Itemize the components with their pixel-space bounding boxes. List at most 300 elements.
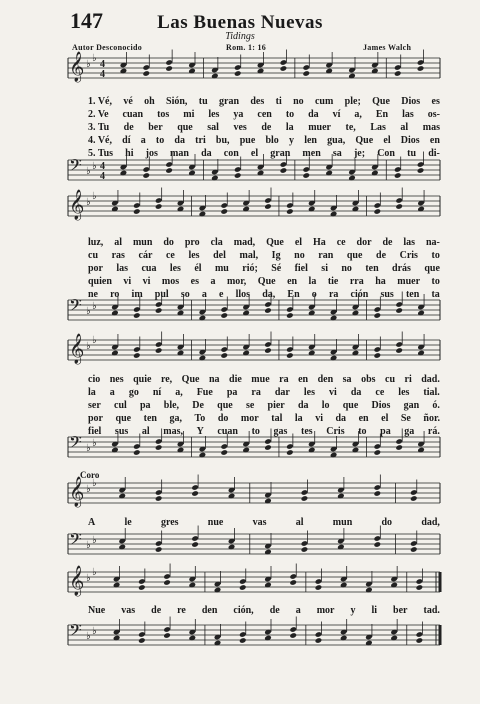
notehead — [352, 310, 360, 317]
lyric-syllable: y — [350, 605, 356, 616]
notehead — [302, 64, 310, 71]
lyric-line — [88, 412, 440, 425]
notehead — [395, 301, 403, 308]
notehead — [239, 584, 247, 591]
notehead — [242, 447, 250, 454]
flat-icon: ♭ — [92, 335, 97, 346]
lyric-syllable: Fue — [196, 387, 213, 398]
notehead — [257, 170, 265, 177]
lyric-syllable: rá. — [427, 426, 440, 437]
notehead — [417, 167, 425, 174]
bass-clef-icon: 𝄢 — [69, 529, 82, 553]
notehead — [242, 200, 250, 207]
lyric-line — [88, 95, 440, 108]
notehead — [280, 59, 288, 66]
notehead — [286, 352, 294, 359]
notehead — [374, 490, 382, 497]
notehead — [142, 172, 150, 179]
lyric-syllable: al — [114, 237, 122, 248]
notehead — [416, 584, 424, 591]
notehead — [264, 203, 272, 210]
lyric-syllable: Nue — [88, 605, 106, 616]
lyric-syllable: de — [123, 122, 134, 133]
lyric-syllable: mun — [132, 237, 153, 248]
lyric-syllable: gran — [270, 148, 291, 159]
lyric-syllable: sa — [332, 148, 342, 159]
notehead — [111, 350, 119, 357]
lyric-syllable: mi — [183, 109, 195, 120]
notehead — [177, 344, 185, 351]
lyric-syllable: obs — [361, 374, 376, 385]
notehead — [234, 70, 242, 77]
notehead — [220, 352, 228, 359]
notehead — [118, 487, 126, 494]
lyric-syllable: les — [398, 387, 410, 398]
lyric-syllable: nue — [207, 517, 224, 528]
lyric-syllable: por — [88, 413, 103, 424]
lyric-syllable: de — [382, 237, 393, 248]
lyric-syllable: li — [371, 605, 378, 616]
lyric-syllable: ó. — [432, 400, 440, 411]
notehead — [340, 635, 348, 642]
lyric-line — [88, 121, 440, 134]
notehead — [374, 312, 382, 319]
notehead — [239, 578, 247, 585]
lyric-syllable: En — [287, 289, 300, 300]
lyric-syllable: dar — [274, 387, 290, 398]
notehead — [163, 626, 171, 633]
lyric-syllable: dad. — [421, 374, 440, 385]
lyric-syllable: mor — [316, 605, 335, 616]
notehead — [417, 304, 425, 311]
notehead — [113, 629, 121, 636]
flat-icon: ♭ — [92, 626, 97, 637]
notehead — [301, 546, 309, 553]
notehead — [155, 197, 163, 204]
notehead — [188, 68, 196, 75]
flat-icon: ♭ — [86, 197, 91, 208]
notehead — [286, 208, 294, 215]
lyric-syllable: el — [383, 135, 391, 146]
lyric-syllable: mad, — [233, 237, 256, 248]
flat-icon: ♭ — [92, 191, 97, 202]
notehead — [365, 634, 373, 641]
lyric-syllable: Dios — [371, 400, 391, 411]
notehead — [120, 164, 128, 171]
notehead — [142, 70, 150, 77]
notehead — [374, 306, 382, 313]
lyric-syllable: cla — [210, 237, 223, 248]
notehead — [417, 206, 425, 213]
lyric-syllable: Y — [196, 426, 204, 437]
lyric-syllable: die — [229, 374, 242, 385]
notehead — [214, 581, 222, 588]
lyric-line — [88, 373, 440, 386]
notehead — [280, 65, 288, 72]
notehead — [138, 578, 146, 585]
lyrics-chorus-2 — [88, 604, 440, 617]
notehead — [242, 304, 250, 311]
notehead — [220, 443, 228, 450]
notehead — [289, 573, 297, 580]
notehead — [188, 62, 196, 69]
notehead — [330, 452, 338, 459]
lyric-syllable: ga — [404, 426, 415, 437]
notehead — [111, 447, 119, 454]
lyric-syllable: Con — [377, 148, 395, 159]
lyric-syllable: ras — [111, 250, 125, 261]
lyric-syllable: es — [190, 276, 199, 287]
notehead — [325, 170, 333, 177]
lyric-syllable: quien — [88, 276, 112, 287]
lyric-syllable: se — [245, 400, 255, 411]
lyric-syllable: dí — [122, 135, 131, 146]
time-signature-top: 4 — [100, 161, 105, 172]
bass-clef-icon: 𝄢 — [69, 620, 82, 644]
notehead — [211, 67, 219, 74]
lyric-syllable: te, — [345, 122, 356, 133]
notehead — [390, 635, 398, 642]
notehead — [394, 172, 402, 179]
lyric-syllable: jos — [145, 148, 158, 159]
notehead — [211, 175, 219, 182]
notehead — [228, 487, 236, 494]
notehead — [348, 169, 356, 176]
lyric-syllable: de — [269, 605, 280, 616]
lyric-syllable: sal — [207, 122, 219, 133]
lyric-syllable: Ha — [312, 237, 326, 248]
lyric-syllable: ñor. — [423, 413, 440, 424]
lyric-syllable: la — [285, 122, 294, 133]
notehead — [177, 206, 185, 213]
lyric-syllable: De — [192, 400, 204, 411]
notehead — [177, 447, 185, 454]
notehead — [177, 441, 185, 448]
lyric-syllable: 1. Vé, — [88, 96, 112, 107]
lyric-syllable: es — [431, 96, 440, 107]
notehead — [155, 546, 163, 553]
lyric-line — [88, 275, 440, 288]
notehead — [155, 307, 163, 314]
notehead — [308, 447, 316, 454]
notehead — [199, 211, 207, 218]
notehead — [390, 629, 398, 636]
lyric-syllable: pa — [380, 426, 391, 437]
lyric-syllable: da — [174, 135, 185, 146]
lyric-syllable: que — [342, 400, 359, 411]
lyric-syllable: rra — [349, 276, 364, 287]
flat-icon: ♭ — [86, 166, 91, 177]
notehead — [257, 164, 265, 171]
lyric-line — [88, 288, 440, 301]
notehead — [257, 62, 265, 69]
notehead — [315, 637, 323, 644]
notehead — [352, 200, 360, 207]
lyric-syllable: vas — [252, 517, 267, 528]
notehead — [352, 447, 360, 454]
notehead — [286, 312, 294, 319]
lyric-syllable: mal, — [239, 250, 259, 261]
lyric-syllable: oh — [144, 96, 155, 107]
notehead — [395, 444, 403, 451]
notehead — [188, 164, 196, 171]
lyric-syllable: muer — [308, 122, 331, 133]
notehead — [374, 535, 382, 542]
lyric-syllable: da — [297, 400, 309, 411]
notehead — [264, 341, 272, 348]
flat-icon: ♭ — [92, 478, 97, 489]
notehead — [133, 312, 141, 319]
notehead — [302, 166, 310, 173]
notehead — [416, 631, 424, 638]
lyric-syllable: mor, — [226, 276, 247, 287]
lyric-syllable: el — [381, 413, 389, 424]
lyric-syllable: cul — [114, 400, 127, 411]
lyric-syllable: de — [376, 250, 387, 261]
lyric-syllable: fiel — [88, 426, 102, 437]
notehead — [417, 441, 425, 448]
notehead — [155, 203, 163, 210]
notehead — [220, 449, 228, 456]
lyric-syllable: les — [303, 387, 315, 398]
notehead — [374, 208, 382, 215]
notehead — [348, 67, 356, 74]
notehead — [133, 208, 141, 215]
bass-clef-icon: 𝄢 — [69, 295, 82, 319]
lyric-syllable: la — [88, 387, 96, 398]
lyric-syllable: que — [115, 413, 132, 424]
lyric-line — [88, 516, 440, 529]
lyric-syllable: do — [217, 413, 229, 424]
notehead — [111, 200, 119, 207]
notehead — [315, 631, 323, 638]
lyric-syllable: Sé — [271, 263, 282, 274]
notehead — [220, 208, 228, 215]
lyric-syllable: ti — [275, 96, 282, 107]
lyrics-system-2 — [88, 236, 440, 301]
notehead — [390, 576, 398, 583]
lyric-syllable: cuan — [122, 109, 144, 120]
lyric-syllable: pul — [154, 289, 169, 300]
lyric-syllable: gan — [403, 400, 420, 411]
notehead — [371, 62, 379, 69]
notehead — [330, 355, 338, 362]
lyric-syllable: ro — [110, 289, 120, 300]
notehead — [239, 637, 247, 644]
lyric-syllable: al — [141, 426, 150, 437]
notehead — [155, 347, 163, 354]
notehead — [308, 206, 316, 213]
treble-clef-icon: 𝄞 — [69, 566, 85, 596]
lyric-syllable: cár — [138, 250, 153, 261]
lyric-syllable: pue — [239, 135, 256, 146]
flat-icon: ♭ — [92, 438, 97, 449]
lyric-syllable: gua, — [327, 135, 346, 146]
lyric-syllable: pa — [226, 387, 238, 398]
notehead — [155, 495, 163, 502]
notehead — [111, 344, 119, 351]
flat-icon: ♭ — [92, 301, 97, 312]
lyric-line — [88, 249, 440, 262]
lyric-syllable: tu — [407, 148, 417, 159]
flat-icon: ♭ — [86, 573, 91, 584]
lyric-syllable: Se — [400, 413, 411, 424]
notehead — [177, 350, 185, 357]
notehead — [211, 169, 219, 176]
lyric-syllable: gas — [273, 426, 288, 437]
notehead — [301, 540, 309, 547]
notehead — [189, 582, 197, 589]
lyric-syllable: las — [402, 109, 414, 120]
notehead — [163, 579, 171, 586]
lyric-syllable: tial. — [423, 387, 440, 398]
lyric-syllable: vé — [123, 96, 133, 107]
chorus-label: Coro — [80, 470, 100, 480]
notehead — [177, 310, 185, 317]
notehead — [365, 587, 373, 594]
lyric-syllable: ce — [375, 387, 385, 398]
scripture-reference: Rom. 1: 16 — [226, 43, 267, 52]
notehead — [165, 161, 173, 168]
lyric-syllable: mu — [214, 263, 229, 274]
notehead — [394, 70, 402, 77]
lyric-syllable: to — [251, 426, 260, 437]
notehead — [289, 632, 297, 639]
notehead — [352, 350, 360, 357]
notehead — [302, 70, 310, 77]
lyrics-system-1 — [88, 95, 440, 160]
notehead — [242, 350, 250, 357]
lyric-syllable: 5. Tus — [88, 148, 114, 159]
lyric-syllable: cum — [314, 96, 334, 107]
notehead — [417, 350, 425, 357]
lyric-syllable: no — [341, 263, 352, 274]
notehead — [264, 444, 272, 451]
notehead — [325, 62, 333, 69]
lyric-syllable: ra — [279, 374, 289, 385]
notehead — [177, 304, 185, 311]
notehead — [133, 449, 141, 456]
lyric-syllable: vi — [123, 276, 132, 287]
hymn-title: Las Buenas Nuevas — [157, 12, 323, 33]
lyric-syllable: ción, — [233, 605, 254, 616]
lyric-syllable: 2. Ve — [88, 109, 109, 120]
lyric-syllable: al — [295, 517, 304, 528]
lyric-syllable: si — [321, 263, 328, 274]
lyric-syllable: a, — [175, 387, 183, 398]
notehead — [330, 349, 338, 356]
lyric-syllable: ta — [431, 289, 440, 300]
treble-clef-icon: 𝄞 — [69, 52, 85, 82]
notehead — [308, 310, 316, 317]
notehead — [118, 544, 126, 551]
lyric-syllable: lo — [321, 400, 330, 411]
notehead — [111, 304, 119, 311]
lyric-syllable: da — [350, 387, 362, 398]
lyric-syllable: Dios — [400, 135, 420, 146]
lyric-syllable: la — [308, 276, 317, 287]
notehead — [394, 166, 402, 173]
notehead — [417, 344, 425, 351]
notehead — [199, 205, 207, 212]
lyric-syllable: re — [177, 605, 186, 616]
notehead — [340, 576, 348, 583]
notehead — [416, 578, 424, 585]
notehead — [220, 202, 228, 209]
notehead — [352, 344, 360, 351]
lyric-syllable: re, — [160, 374, 173, 385]
notehead — [410, 540, 418, 547]
notehead — [165, 59, 173, 66]
notehead — [365, 581, 373, 588]
lyric-line — [88, 425, 440, 438]
lyric-syllable: que — [346, 250, 363, 261]
notehead — [188, 170, 196, 177]
notehead — [155, 301, 163, 308]
notehead — [410, 495, 418, 502]
notehead — [138, 637, 146, 644]
notehead — [365, 640, 373, 647]
lyric-syllable: no — [294, 250, 305, 261]
lyric-line — [88, 236, 440, 249]
lyric-syllable: tri — [195, 135, 206, 146]
lyric-syllable: vi — [329, 387, 337, 398]
lyric-syllable: cua — [141, 263, 157, 274]
lyric-syllable: ten — [365, 263, 379, 274]
lyric-syllable: en — [298, 374, 309, 385]
lyric-syllable: tes — [301, 426, 313, 437]
time-signature-bottom: 4 — [100, 69, 105, 80]
notehead — [228, 493, 236, 500]
lyric-syllable: que — [217, 400, 233, 411]
lyric-syllable: pro — [184, 237, 200, 248]
lyric-syllable: Que — [372, 96, 390, 107]
lyric-syllable: tad. — [423, 605, 440, 616]
notehead — [234, 166, 242, 173]
lyric-syllable: go — [128, 387, 139, 398]
composer-credit: James Walch — [363, 43, 412, 52]
notehead — [330, 446, 338, 453]
lyric-syllable: blo — [265, 135, 279, 146]
lyric-syllable: llos — [235, 289, 251, 300]
notehead — [337, 487, 345, 494]
lyric-syllable: de — [151, 605, 162, 616]
lyric-syllable: ber — [148, 122, 163, 133]
notehead — [337, 538, 345, 545]
lyric-syllable: sa — [342, 374, 352, 385]
bass-clef-icon: 𝄢 — [69, 432, 82, 456]
lyric-syllable: mun — [332, 517, 353, 528]
notehead — [325, 164, 333, 171]
notehead — [286, 202, 294, 209]
notehead — [352, 206, 360, 213]
flat-icon: ♭ — [86, 484, 91, 495]
notehead — [189, 629, 197, 636]
lyric-syllable: len — [304, 135, 317, 146]
notehead — [163, 573, 171, 580]
notehead — [410, 489, 418, 496]
flat-icon: ♭ — [86, 59, 91, 70]
lyric-syllable: di- — [428, 148, 440, 159]
treble-clef-icon: 𝄞 — [69, 334, 85, 364]
notehead — [390, 582, 398, 589]
lyric-syllable: cen — [257, 109, 272, 120]
lyric-syllable: vi — [142, 276, 151, 287]
lyric-syllable: no — [293, 96, 304, 107]
notehead — [138, 584, 146, 591]
lyric-syllable: ce — [165, 250, 175, 261]
flat-icon: ♭ — [92, 535, 97, 546]
